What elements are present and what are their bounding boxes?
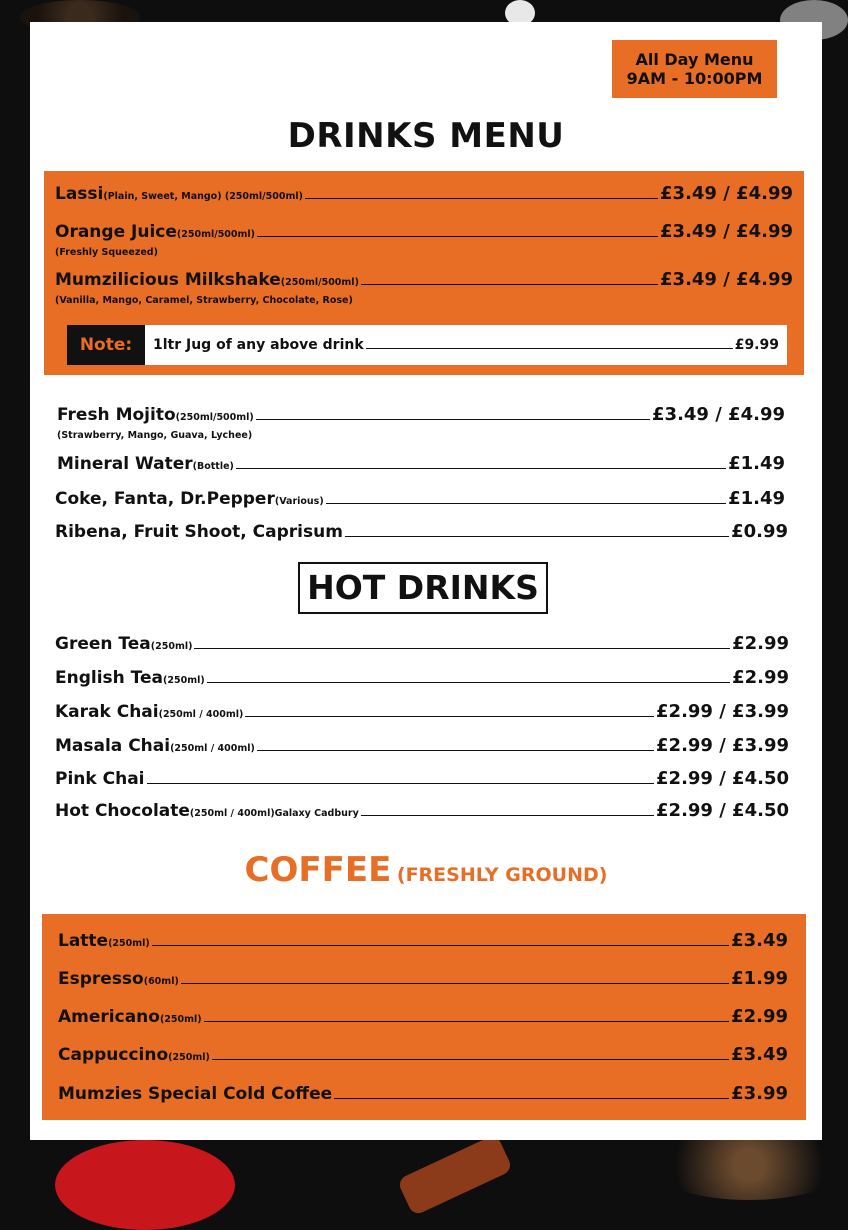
item-price: £3.49 / £4.99	[660, 183, 793, 204]
item-description: (Vanilla, Mango, Caramel, Strawberry, Chocolate, Rose)	[55, 295, 353, 306]
menu-row	[58, 1083, 788, 1104]
menu-row	[55, 183, 793, 204]
note-price: £9.99	[734, 337, 779, 353]
item-name: Karak Chai	[55, 702, 159, 722]
hot-drinks-title: HOT DRINKS	[298, 562, 548, 614]
cinnamon-decoration	[397, 1134, 514, 1217]
item-name: Fresh Mojito	[57, 405, 176, 425]
hours-line1: All Day Menu	[635, 50, 754, 69]
item-size: (250ml)	[163, 675, 205, 686]
cold-drinks-block	[44, 171, 804, 375]
item-name: Cappuccino	[58, 1045, 169, 1065]
item-size: (250ml)	[108, 938, 150, 949]
item-name: Mumzies Special Cold Coffee	[58, 1084, 333, 1104]
leader-line	[207, 681, 730, 683]
menu-row	[55, 521, 788, 542]
item-size: (250ml)	[150, 641, 193, 652]
item-name: Espresso	[58, 969, 144, 989]
leader-line	[326, 502, 726, 504]
item-name: Mineral Water	[57, 454, 193, 474]
menu-row	[55, 488, 785, 509]
coffee-block	[42, 914, 806, 1120]
item-name: Ribena, Fruit Shoot, Caprisum	[55, 522, 343, 542]
item-price: £1.49	[728, 488, 785, 509]
coffee-title-sub: (FRESHLY GROUND)	[396, 864, 608, 886]
leader-line	[256, 418, 650, 420]
menu-row	[55, 269, 793, 290]
menu-row	[58, 1006, 788, 1027]
menu-row	[58, 930, 788, 951]
leader-line	[236, 467, 726, 469]
menu-row	[57, 404, 785, 425]
item-price: £2.99 / £4.50	[656, 768, 789, 789]
coffee-title-main: COFFEE	[244, 850, 392, 890]
menu-row	[57, 453, 785, 474]
menu-row	[58, 968, 788, 989]
coffee-title	[30, 850, 822, 890]
leader-line	[212, 1058, 729, 1060]
chili-decoration	[55, 1140, 235, 1230]
menu-row	[58, 1044, 788, 1065]
item-size: (250ml/500ml)	[176, 229, 256, 240]
item-size: (250ml)	[168, 1052, 210, 1063]
leader-line	[204, 1020, 729, 1022]
item-price: £2.99 / £3.99	[656, 701, 789, 722]
item-size: (250ml / 400ml)	[158, 709, 244, 720]
leader-line	[366, 347, 733, 349]
item-name: Masala Chai	[55, 736, 171, 756]
item-price: £0.99	[731, 521, 788, 542]
leader-line	[194, 647, 730, 649]
leader-line	[147, 782, 655, 784]
menu-row	[55, 667, 789, 688]
item-name: Coke, Fanta, Dr.Pepper	[55, 489, 275, 509]
item-size: (250ml)	[159, 1014, 202, 1025]
menu-row	[55, 768, 789, 789]
leader-line	[345, 535, 729, 537]
leader-line	[152, 944, 729, 946]
leader-line	[181, 982, 729, 984]
item-price: £1.49	[728, 453, 785, 474]
item-name: English Tea	[55, 668, 164, 688]
item-size: (250ml/500ml)	[175, 412, 254, 423]
menu-row	[55, 800, 789, 821]
item-price: £2.99	[732, 633, 789, 654]
item-size: (Bottle)	[192, 461, 234, 472]
item-name: Mumzilicious Milkshake	[55, 270, 281, 290]
item-price: £2.99	[732, 667, 789, 688]
menu-row	[55, 221, 793, 242]
menu-sheet	[30, 22, 822, 1140]
leader-line	[245, 715, 654, 717]
menu-row	[55, 735, 789, 756]
item-price: £2.99	[731, 1006, 788, 1027]
item-name: Green Tea	[55, 634, 151, 654]
leader-line	[305, 197, 658, 199]
item-name: Hot Chocolate	[55, 801, 190, 821]
item-size: (Plain, Sweet, Mango) (250ml/500ml)	[103, 191, 303, 202]
note-label: Note:	[67, 325, 145, 365]
item-price: £2.99 / £4.50	[656, 800, 789, 821]
item-size: (Various)	[274, 496, 324, 507]
note-text-row	[145, 337, 787, 353]
item-name: Lassi	[55, 184, 104, 204]
item-description: (Freshly Squeezed)	[55, 247, 158, 258]
item-size: (60ml)	[143, 976, 179, 987]
menu-row	[55, 633, 789, 654]
item-price: £3.49	[731, 1044, 788, 1065]
item-name: Latte	[58, 931, 109, 951]
note-text: 1ltr Jug of any above drink	[153, 337, 364, 353]
menu-row	[55, 701, 789, 722]
item-price: £3.49	[731, 930, 788, 951]
item-name: Americano	[58, 1007, 160, 1027]
item-size: (250ml / 400ml)	[170, 743, 255, 754]
hours-line2: 9AM - 10:00PM	[626, 69, 763, 88]
item-price: £2.99 / £3.99	[656, 735, 789, 756]
page-title: DRINKS MENU	[287, 116, 565, 156]
item-size: (250ml / 400ml)Galaxy Cadbury	[189, 808, 359, 819]
leader-line	[257, 749, 654, 751]
item-price: £3.49 / £4.99	[660, 269, 793, 290]
leader-line	[257, 235, 658, 237]
hours-badge	[612, 40, 777, 98]
item-price: £3.49 / £4.99	[652, 404, 785, 425]
leader-line	[361, 283, 658, 285]
item-price: £3.49 / £4.99	[660, 221, 793, 242]
item-size: (250ml/500ml)	[280, 277, 359, 288]
item-price: £1.99	[731, 968, 788, 989]
item-name: Orange Juice	[55, 222, 177, 242]
item-price: £3.99	[731, 1083, 788, 1104]
leader-line	[334, 1097, 729, 1099]
item-description: (Strawberry, Mango, Guava, Lychee)	[57, 430, 253, 441]
peppercorn-decoration	[650, 1130, 848, 1200]
item-name: Pink Chai	[55, 769, 145, 789]
note-box	[67, 325, 787, 365]
leader-line	[361, 814, 654, 816]
